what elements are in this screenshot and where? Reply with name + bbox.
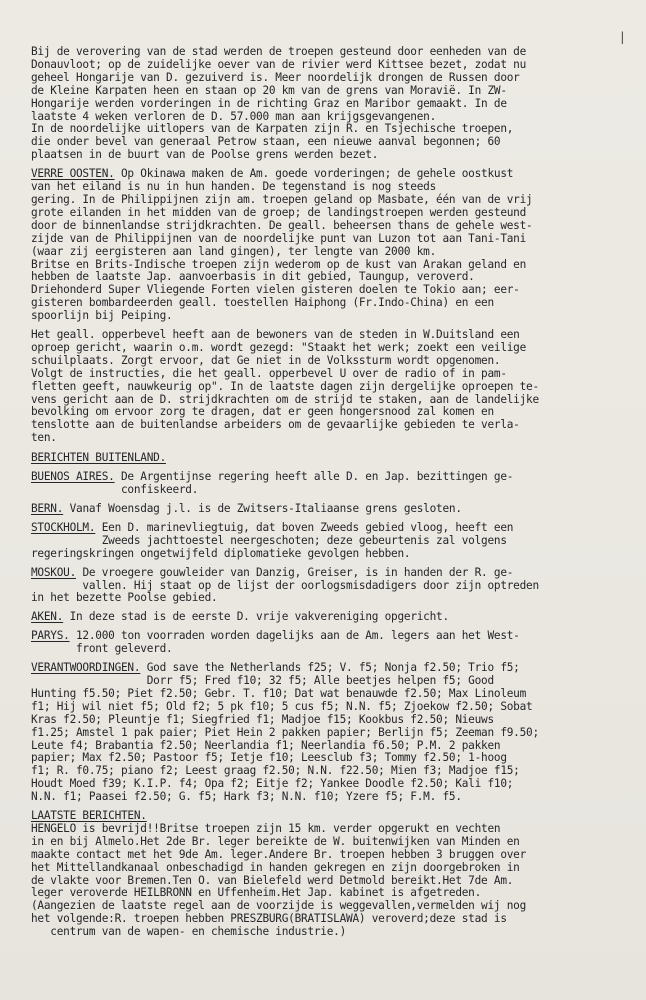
text-line — [31, 567, 626, 580]
text-line: In de noordelijke uitlopers van de Karpaten zijn R. en Tsjechische troepen, — [31, 122, 514, 136]
text-line-rest: In deze stad is de eerste D. vrije vakvereniging opgericht. — [63, 610, 449, 624]
text-line: spoorlijn bij Peiping. — [31, 309, 173, 323]
text-line: in en bij Almelo.Het 2de Br. leger bereikte de W. buitenwijken van Minden en — [31, 834, 520, 848]
corner-mark: | — [618, 30, 626, 44]
text-line: de Kleine Karpaten heen en staan op 20 km van de grens van Moravië. In ZW- — [31, 83, 507, 97]
text-line: Britse en Brits-Indische troepen zijn wederom op de kust van Arakan geland en — [31, 257, 527, 271]
text-line: fletten geeft, nauwkeurig op". In de laatste dagen zijn dergelijke oproepen te- — [31, 379, 539, 393]
section-title-buitenland: BERICHTEN BUITENLAND. — [31, 451, 167, 465]
text-line: laatste 4 weken verloren de D. 57.000 man aan krijgsgevangenen. — [31, 109, 437, 123]
text-line: HENGELO is bevrijd!!Britse troepen zijn 15 km. verder opgerukt en vechten — [31, 821, 501, 835]
text-line: oproep gericht, waarin o.m. wordt gezegd: "Staakt het werk; zoekt een veilige — [31, 340, 527, 354]
place-heading: VERANTWOORDINGEN. — [31, 661, 141, 675]
news-verantwoordingen — [31, 662, 626, 804]
place-heading: BERN. — [31, 502, 64, 515]
text-line: tenslotte aan de buitenlandse arbeiders om de gevaarlijke gebieden te verla- — [31, 418, 520, 432]
text-line: leger veroverde HEILBRONN en Uffenheim.Het Jap. kabinet is afgetreden. — [31, 886, 482, 900]
paragraph-front — [31, 46, 626, 162]
text-line-rest: God save the Netherlands f25; V. f5; Nonja f2.50; Trio f5; — [140, 661, 520, 675]
paragraph-verre-oosten — [31, 168, 626, 323]
text-line: f1; Hij wil niet f5; Old f2; 5 pk f10; 5 cus f5; N.N. f5; Zjoekow f2.50; Sobat — [31, 699, 533, 713]
news-aken — [31, 611, 626, 624]
text-line: (waar zij eergisteren aan land gingen), ter lengte van 2000 km. — [31, 244, 437, 258]
text-line: front geleverd. — [31, 642, 173, 656]
text-line: Houdt Moed f39; K.I.P. f4; Opa f2; Eitje f2; Yankee Doodle f2.50; Kali f10; — [31, 777, 514, 791]
text-line: regeringskringen ongetwijfeld diplomatieke gevolgen hebben. — [31, 546, 411, 560]
text-line: vallen. Hij staat op de lijst der oorlogsmisdadigers door zijn optreden — [31, 578, 539, 592]
text-line: bevolking om ervoor zorg te dragen, dat er geen hongersnood zal komen en — [31, 405, 494, 419]
place-heading: PARYS. — [31, 629, 70, 643]
place-heading: BUENOS AIRES. — [31, 470, 115, 484]
section-heading: VERRE OOSTEN. — [31, 167, 115, 181]
text-line: N.N. f1; Paasei f2.50; G. f5; Hark f3; N.N. f10; Yzere f5; F.M. f5. — [31, 790, 462, 804]
news-bern — [31, 503, 626, 516]
text-line: zijde van de Philippijnen van de noordelijke punt van Luzon tot aan Tani-Tani — [31, 231, 527, 245]
text-line: papier; Max f2.50; Pastoor f5; Ietje f10; Leesclub f3; Tommy f2.50; 1-hoog — [31, 751, 507, 765]
text-line: ten. — [31, 431, 57, 445]
text-line: geheel Hongarije van D. gezuiverd is. Meer noordelijk drongen de Russen door — [31, 70, 520, 84]
text-line: schuilplaats. Zorgt ervoor, dat Ge niet in de Volkssturm wordt opgenomen. — [31, 353, 501, 367]
text-line-rest: De Argentijnse regering heeft alle D. en Jap. bezittingen ge- — [114, 470, 514, 484]
text-line — [31, 503, 626, 516]
text-line: centrum van de wapen- en chemische industrie.) — [31, 925, 347, 939]
text-line: door de binnenlandse strijdkrachten. De geall. beheersen thans de gehele west- — [31, 218, 533, 232]
text-line: maakte contact met het 9de Am. leger.Andere Br. troepen hebben 3 bruggen over — [31, 847, 527, 861]
text-line: vens gericht aan de D. strijdkrachten om de strijd te staken, aan de landelijke — [31, 392, 539, 406]
news-moskou — [31, 567, 626, 606]
text-line: confiskeerd. — [31, 483, 199, 497]
text-line: Driehonderd Super Vliegende Forten vielen gisteren doelen te Tokio aan; eer- — [31, 283, 520, 297]
text-line: (Aangezien de laatste regel aan de voorzijde is weggevallen,vermelden wij nog — [31, 899, 527, 913]
text-line: van het eiland is nu in hun handen. De tegenstand is nog steeds — [31, 180, 437, 194]
place-heading: STOCKHOLM. — [31, 520, 96, 534]
place-heading: AKEN. — [31, 610, 64, 624]
news-buenos-aires — [31, 471, 626, 497]
text-line-rest: De vroegere gouwleider van Danzig, Greiser, is in handen der R. ge- — [76, 565, 514, 579]
news-stockholm — [31, 522, 626, 561]
text-line: Het geall. opperbevel heeft aan de bewoners van de steden in W.Duitsland een — [31, 328, 520, 342]
text-line-rest: Vanaf Woensdag j.l. is de Zwitsers-Italiaanse grens gesloten. — [63, 502, 462, 515]
text-line: hebben de laatste Jap. aanvoerbasis in dit gebied, Taungup, veroverd. — [31, 270, 475, 284]
text-line-rest: 12.000 ton voorraden worden dagelijks aan de Am. legers aan het West- — [69, 629, 520, 643]
text-line: gering. In de Philippijnen zijn am. troepen geland op Masbate, één van de vrij — [31, 192, 533, 206]
text-line: Hongarije werden vorderingen in de richting Graz en Maribor gemaakt. In de — [31, 96, 507, 110]
text-line: Leute f4; Brabantia f2.50; Neerlandia f1; Neerlandia f6.50; P.M. 2 pakken — [31, 738, 501, 752]
news-parys — [31, 630, 626, 656]
text-line: Zweeds jachttoestel neergeschoten; deze gebeurtenis zal volgens — [31, 533, 507, 547]
text-line: Bij de verovering van de stad werden de troepen gesteund door eenheden van de — [31, 45, 527, 58]
text-line: f1; R. f0.75; piano f2; Leest graag f2.50; N.N. f22.50; Mien f3; Madjoe f15; — [31, 764, 520, 778]
text-line: die onder bevel van generaal Petrow staan, een nieuwe aanval begonnen; 60 — [31, 135, 501, 149]
latest-news-title: LAATSTE BERICHTEN. — [31, 809, 147, 823]
text-line — [31, 611, 626, 624]
place-heading: MOSKOU. — [31, 565, 77, 579]
text-line: plaatsen in de buurt van de Poolse grens werden bezet. — [31, 148, 379, 162]
text-line: f1.25; Amstel 1 pak paier; Piet Hein 2 pakken papier; Berlijn f5; Zeeman f9.50; — [31, 725, 539, 739]
text-line: Dorr f5; Fred f10; 32 f5; Alle beetjes helpen f5; Good — [31, 673, 494, 687]
text-line: de vlakte voor Bremen.Ten O. van Bielefeld werd Detmold bereikt.Het 7de Am. — [31, 873, 514, 887]
text-line: het Mittellandkanaal onbeschadigd in handen gekregen en zijn doorgebroken in — [31, 860, 520, 874]
text-line: Donauvloot; op de zuidelijke oever van de rivier werd Kittsee bezet, zodat nu — [31, 57, 527, 71]
latest-news — [31, 810, 626, 939]
text-line: in het bezette Poolse gebied. — [31, 591, 218, 605]
text-line: Hunting f5.50; Piet f2.50; Gebr. T. f10; Dat wat benauwde f2.50; Max Linoleum — [31, 686, 527, 700]
text-line: Volgt de instructies, die het geall. opperbevel U over de radio of in pam- — [31, 366, 507, 380]
text-line: gisteren bombardeerden geall. toestellen Haiphong (Fr.Indo-China) en een — [31, 296, 494, 310]
text-line — [31, 522, 626, 535]
paragraph-oproep — [31, 329, 626, 445]
text-line-rest: Een D. marinevliegtuig, dat boven Zweeds gebied vloog, heeft een — [95, 520, 514, 534]
text-line: Kras f2.50; Pleuntje f1; Siegfried f1; Madjoe f15; Kookbus f2.50; Nieuws — [31, 712, 494, 726]
text-line: grote eilanden in het midden van de groep; de landingstroepen werden gesteund — [31, 205, 527, 219]
text-line-rest: Op Okinawa maken de Am. goede vorderingen; de gehele oostkust — [114, 167, 514, 181]
text-line: het volgende:R. troepen hebben PRESZBURG(BRATISLAWA) veroverd;deze stad is — [31, 912, 507, 926]
